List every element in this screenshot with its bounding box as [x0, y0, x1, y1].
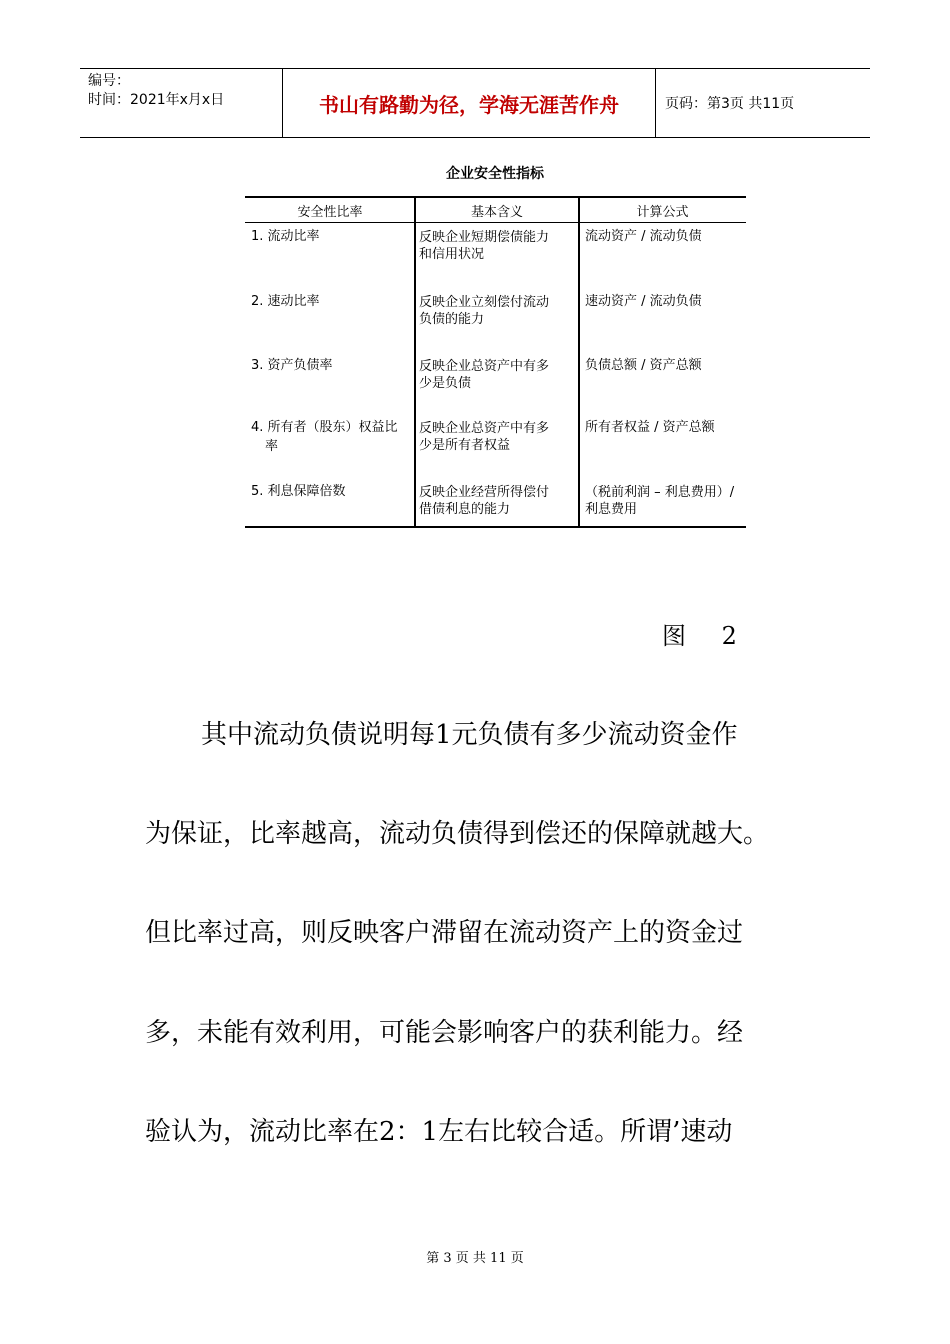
- table-cell-meaning: 反映企业短期偿债能力: [419, 230, 550, 245]
- table-cell-meaning: 和信用状况: [419, 247, 485, 262]
- table-cell-formula: 流动资产 / 流动负债: [585, 229, 702, 244]
- paragraph-line: 验认为，流动比率在2：1左右比较合适。所谓’速动: [145, 1117, 733, 1147]
- page-footer: 第 3 页 共 11 页: [426, 1251, 524, 1266]
- table-header-formula: 计算公式: [636, 205, 689, 220]
- safety-indicator-table: [245, 196, 746, 528]
- table-cell-formula: 利息费用: [585, 502, 638, 517]
- table-cell-ratio: 率: [265, 439, 279, 454]
- table-cell-formula: 负债总额 / 资产总额: [585, 358, 702, 373]
- table-cell-meaning: 反映企业经营所得偿付: [419, 485, 550, 500]
- paragraph-line: 为保证，比率越高，流动负债得到偿还的保障就越大。: [145, 819, 770, 849]
- paragraph-line: 但比率过高，则反映客户滞留在流动资产上的资金过: [145, 918, 744, 948]
- header-page-info: 页码：第3页 共11页: [665, 96, 795, 112]
- figure-caption: 图 2: [662, 622, 751, 650]
- table-header-row: [245, 198, 746, 223]
- table-cell-formula: （税前利润 – 利息费用）/: [585, 485, 735, 500]
- table-cell-formula: 速动资产 / 流动负债: [585, 294, 702, 309]
- table-cell-ratio: 1. 流动比率: [251, 229, 320, 244]
- table-cell-ratio: 4. 所有者（股东）权益比: [251, 420, 398, 435]
- table-title: 企业安全性指标: [446, 166, 544, 182]
- time-label: 时间：2021年x月x日: [88, 92, 225, 108]
- paragraph-line: 多，未能有效利用，可能会影响客户的获利能力。经: [145, 1018, 744, 1048]
- number-label: 编号：: [88, 73, 130, 89]
- page-header: [80, 68, 870, 138]
- table-cell-meaning: 反映企业立刻偿付流动: [419, 295, 550, 310]
- table-cell-meaning: 少是所有者权益: [419, 438, 511, 453]
- column-divider: [414, 198, 416, 526]
- table-cell-meaning: 反映企业总资产中有多: [419, 421, 550, 436]
- paragraph-line: 其中流动负债说明每1元负债有多少流动资金作: [201, 720, 738, 750]
- table-header-ratio: 安全性比率: [297, 205, 363, 220]
- table-cell-meaning: 负债的能力: [419, 312, 485, 327]
- table-cell-formula: 所有者权益 / 资产总额: [585, 420, 715, 435]
- table-cell-meaning: 少是负债: [419, 376, 472, 391]
- table-cell-ratio: 5. 利息保障倍数: [251, 484, 346, 499]
- table-cell-meaning: 借债利息的能力: [419, 502, 511, 517]
- header-meta: [80, 69, 283, 137]
- column-divider: [578, 198, 580, 526]
- table-cell-meaning: 反映企业总资产中有多: [419, 359, 550, 374]
- header-motto: 书山有路勤为径，学海无涯苦作舟: [283, 69, 656, 137]
- table-cell-ratio: 2. 速动比率: [251, 294, 320, 309]
- table-header-meaning: 基本含义: [470, 205, 523, 220]
- table-cell-ratio: 3. 资产负债率: [251, 358, 333, 373]
